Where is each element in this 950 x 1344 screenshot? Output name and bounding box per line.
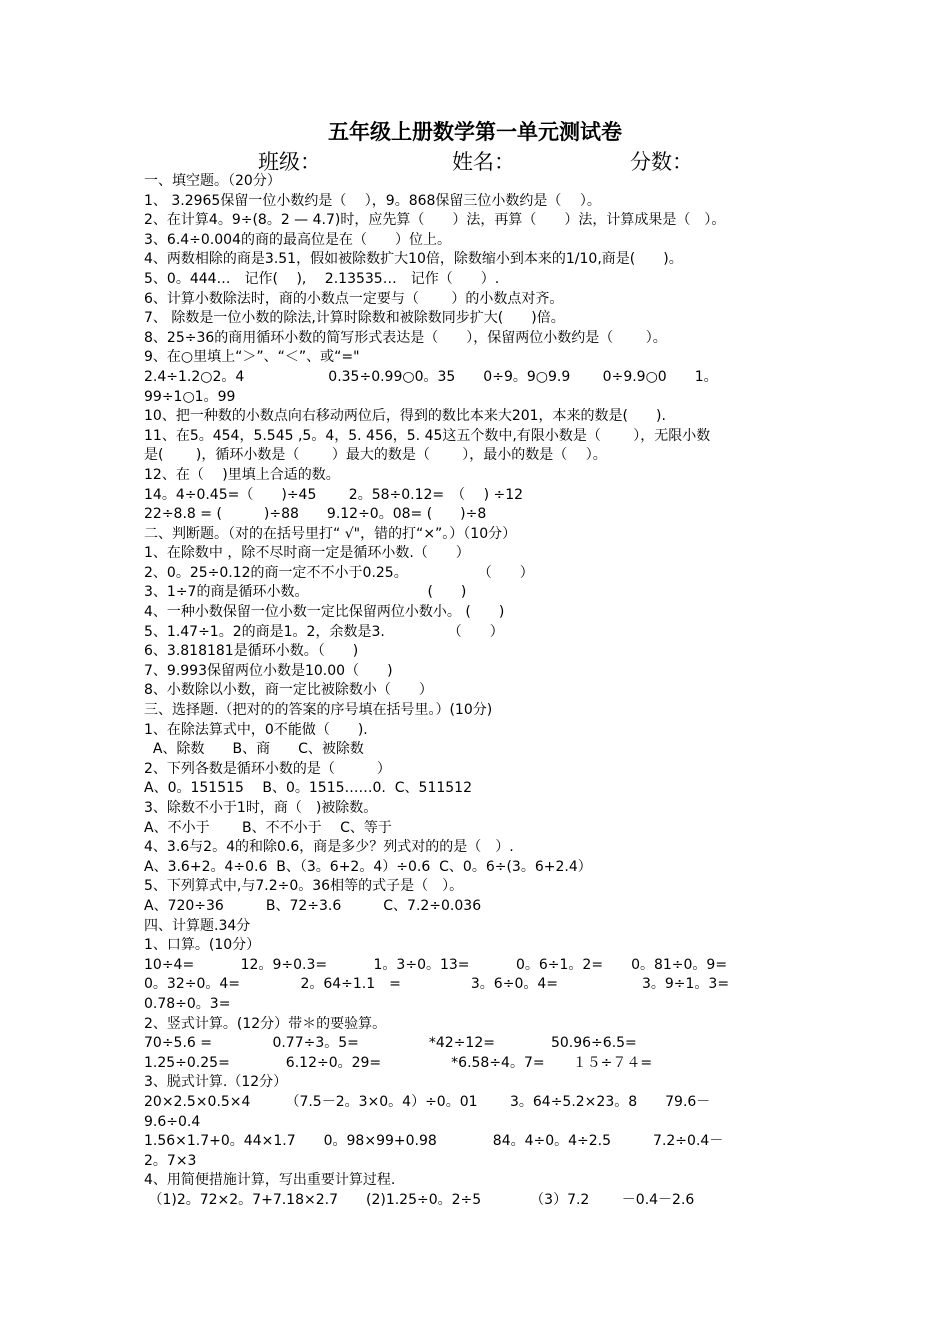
text-line: 20×2.5×0.5×4 （7.5－2。3×0。4）÷0。01 3。64÷5.2×23。8 79.6－	[144, 1093, 711, 1110]
text-line: 1.56×1.7+0。44×1.7 0。98×99+0.98 84。4÷0。4÷2.5 7.2÷0.4－	[144, 1133, 724, 1150]
text-line: 2.4÷1.2○2。4 0.35÷0.99○0。35 0÷9。9○9.9 0÷9.9○0 1。	[144, 368, 718, 385]
text-line: 2、下列各数是循环小数的是（ ）	[144, 760, 391, 777]
text-line: 1.25÷0.25= 6.12÷0。29= *6.58÷4。7= １５÷７４=	[144, 1054, 653, 1071]
text-line: 14。4÷0.45=（ )÷45 2。58÷0.12= （ ) ÷12	[144, 486, 524, 503]
text-line: 3、1÷7的商是循环小数。 ( )	[144, 584, 467, 601]
text-line: 四、计算题.34分	[144, 917, 251, 934]
text-line: 9.6÷0.4	[144, 1113, 201, 1130]
text-line: 99÷1○1。99	[144, 388, 236, 405]
text-line: 70÷5.6 = 0.77÷3。5= *42÷12= 50.96÷6.5=	[144, 1035, 637, 1052]
text-line: 5、1.47÷1。2的商是1。2，余数是3. （ ）	[144, 623, 504, 640]
text-line: 10、把一种数的小数点向右移动两位后，得到的数比本来大201，本来的数是( ).	[144, 408, 666, 425]
text-line: 6、3.818181是循环小数。（ )	[144, 643, 359, 660]
score-label: 分数：	[630, 150, 693, 174]
text-line: （1)2。72×2。7+7.18×2.7 (2)1.25÷0。2÷5 （3）7.2 －0.4－2.6	[144, 1191, 695, 1208]
text-line: 5、下列算式中,与7.2÷0。36相等的式子是（ ）。	[144, 878, 464, 895]
text-line: 3、除数不小于1时，商（ )被除数。	[144, 800, 378, 816]
text-line: 4、一种小数保留一位小数一定比保留两位小数小。 ( )	[144, 604, 505, 621]
text-line: 8、小数除以小数，商一定比被除数小（ ）	[144, 682, 433, 699]
text-line: 22÷8.8 = ( )÷88 9.12÷0。08= ( )÷8	[144, 506, 487, 523]
text-line: 1、在除数中 ，除不尽时商一定是循环小数.（ ）	[144, 545, 470, 562]
text-line: A、不小于 B、不不小于 C、等于	[144, 819, 392, 836]
text-line: 12、在（ )里填上合适的数。	[144, 466, 340, 483]
text-line: 一、填空题。（20分）	[144, 173, 281, 189]
text-line: A、720÷36 B、72÷3.6 C、7.2÷0.036	[144, 897, 482, 914]
page-title: 五年级上册数学第一单元测试卷	[328, 120, 622, 144]
text-line: 5、0。444… 记作( ), 2.13535… 记作（ ）.	[144, 270, 500, 287]
text-line: 4、3.6与2。4的和除0.6，商是多少？列式对的的是（ ）.	[144, 839, 514, 856]
text-line: A、3.6+2。4÷0.6 B、（3。6+2。4）÷0.6 C、0。6÷(3。6+2.4）	[144, 858, 592, 875]
text-line: 4、用简便措施计算，写出重要计算过程.	[144, 1172, 396, 1189]
text-line: 6、计算小数除法时，商的小数点一定要与（ ）的小数点对齐。	[144, 290, 564, 307]
text-line: 三、选择题.（把对的的答案的序号填在括号里。）(10分)	[144, 702, 493, 719]
text-line: 0.78÷0。3=	[144, 995, 231, 1012]
text-line: 7、9.993保留两位小数是10.00（ )	[144, 662, 393, 679]
text-line: 二、判断题。（对的在括号里打“ √"，错的打“×”。）（10分）	[144, 525, 517, 542]
text-line: 1、 3.2965保留一位小数约是（ ），9。868保留三位小数约是（ ）。	[144, 192, 601, 209]
name-label: 姓名：	[452, 150, 515, 174]
text-line: 10÷4= 12。9÷0.3= 1。3÷0。13= 0。6÷1。2= 0。81÷0。9=	[144, 956, 728, 973]
text-line: 8、25÷36的商用循环小数的简写形式表达是（ ），保留两位小数约是（ ）。	[144, 329, 667, 346]
exam-content	[144, 172, 814, 1210]
text-line: 1、在除法算式中，0不能做（ ).	[144, 721, 368, 738]
text-line: 3、脱式计算.（12分）	[144, 1074, 288, 1091]
text-line: A、除数 B、商 C、被除数	[144, 741, 364, 758]
text-line: 2、竖式计算。(12分）带＊的要验算。	[144, 1015, 387, 1032]
text-line: 1、口算。(10分）	[144, 937, 261, 954]
text-line: 2。7×3	[144, 1152, 197, 1169]
text-line: A、0。151515 B、0。1515……0. C、511512	[144, 780, 472, 797]
class-label: 班级：	[258, 150, 321, 174]
text-line: 11、在5。454，5.545 ,5。4，5. 456，5. 45这五个数中,有限小数是（ ），无限小数	[144, 427, 711, 444]
text-line: 是( )，循环小数是（ ）最大的数是（ ），最小的数是（ ）。	[144, 447, 607, 464]
text-line: 4、两数相除的商是3.51，假如被除数扩大10倍，除数缩小到本来的1/10,商是( )。	[144, 251, 683, 268]
text-line: 2、在计算4。9÷(8。2 — 4.7)时，应先算（ ）法，再算（ ）法，计算成果是（ ）。	[144, 212, 726, 229]
text-line: 3、6.4÷0.004的商的最高位是在（ ）位上。	[144, 231, 451, 248]
text-line: 9、在○里填上“＞”、“＜”、或“="	[144, 349, 360, 366]
text-line: 2、0。25÷0.12的商一定不不小于0.25。 （ ）	[144, 564, 534, 581]
text-line: 7、 除数是一位小数的除法,计算时除数和被除数同步扩大( )倍。	[144, 310, 565, 327]
text-line: 0。32÷0。4= 2。64÷1.1 = 3。6÷0。4= 3。9÷1。3=	[144, 976, 730, 993]
